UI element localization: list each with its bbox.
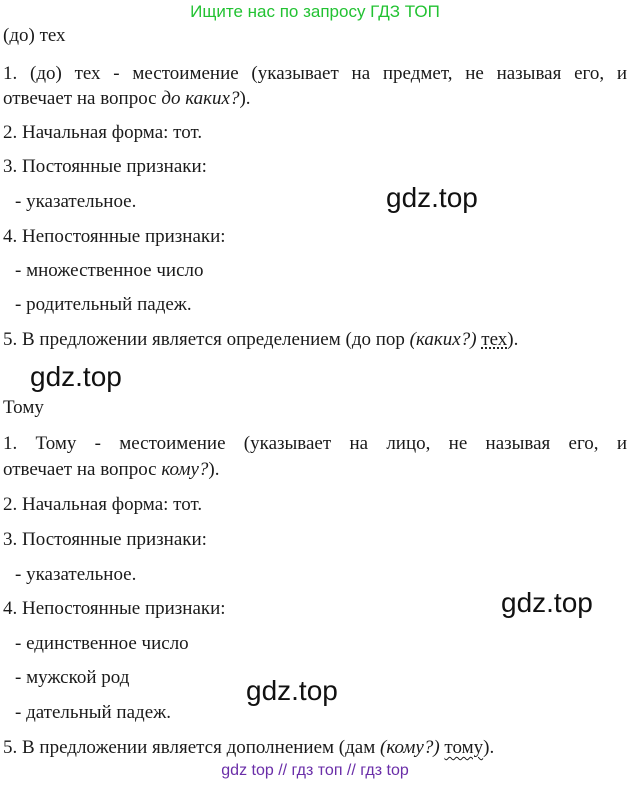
section2-item5-question: (кому?) (380, 737, 440, 758)
section2-item1-close: ). (208, 459, 220, 480)
section1-item1-question: до каких? (161, 88, 240, 109)
section1-item4-sub1: - множественное число (15, 260, 204, 281)
section1-item3: 3. Постоянные признаки: (3, 156, 207, 177)
footer-banner: gdz top // гдз топ // гдз top (221, 762, 409, 779)
section1-item5-question: (каких?) (409, 329, 477, 350)
section2-item5 (3, 736, 627, 760)
section1-item4-sub2: - родительный падеж. (15, 294, 192, 315)
watermark-3: gdz.top (501, 587, 593, 618)
section1-item5 (3, 328, 627, 352)
section2-item4-sub2: - мужской род (15, 667, 130, 688)
section1-item1-text: отвечает на вопрос (3, 88, 162, 109)
section1-item1-line2 (3, 87, 627, 111)
section1-title: (до) тех (3, 25, 66, 46)
section1-item1-close: ). (239, 88, 251, 109)
section2-item4: 4. Непостоянные признаки: (3, 598, 226, 619)
section2-item1-question: кому? (161, 459, 209, 480)
section2-item1-line1: 1. Тому - местоимение (указывает на лицо, не называя его, и (3, 433, 627, 454)
section2-item3: 3. Постоянные признаки: (3, 529, 207, 550)
section2-item1-text: отвечает на вопрос (3, 459, 162, 480)
watermark-4: gdz.top (246, 675, 338, 706)
section2-item2: 2. Начальная форма: тот. (3, 494, 203, 515)
section1-item5-close: ). (507, 329, 519, 350)
section1-item4: 4. Непостоянные признаки: (3, 226, 226, 247)
header-banner: Ищите нас по запросу ГДЗ ТОП (190, 2, 440, 21)
section2-item5-word: тому (444, 737, 484, 758)
section2-item5-close: ). (483, 737, 495, 758)
section1-item2: 2. Начальная форма: тот. (3, 122, 203, 143)
watermark-1: gdz.top (386, 182, 478, 213)
section2-item5-text: 5. В предложении является дополнением (дам (3, 737, 380, 758)
section2-item4-sub1: - единственное число (15, 633, 189, 654)
section2-item4-sub3: - дательный падеж. (15, 702, 171, 723)
section1-item3-sub1: - указательное. (15, 191, 137, 212)
watermark-2: gdz.top (30, 361, 122, 392)
section1-item1-line1: 1. (до) тех - местоимение (указывает на предмет, не называя его, и (3, 63, 627, 84)
section2-item1-line2 (3, 458, 627, 482)
section2-item3-sub1: - указательное. (15, 564, 137, 585)
section1-item5-text: 5. В предложении является определением (до пор (3, 329, 410, 350)
section1-item5-word: тех (481, 329, 508, 350)
section2-title: Тому (3, 397, 44, 418)
